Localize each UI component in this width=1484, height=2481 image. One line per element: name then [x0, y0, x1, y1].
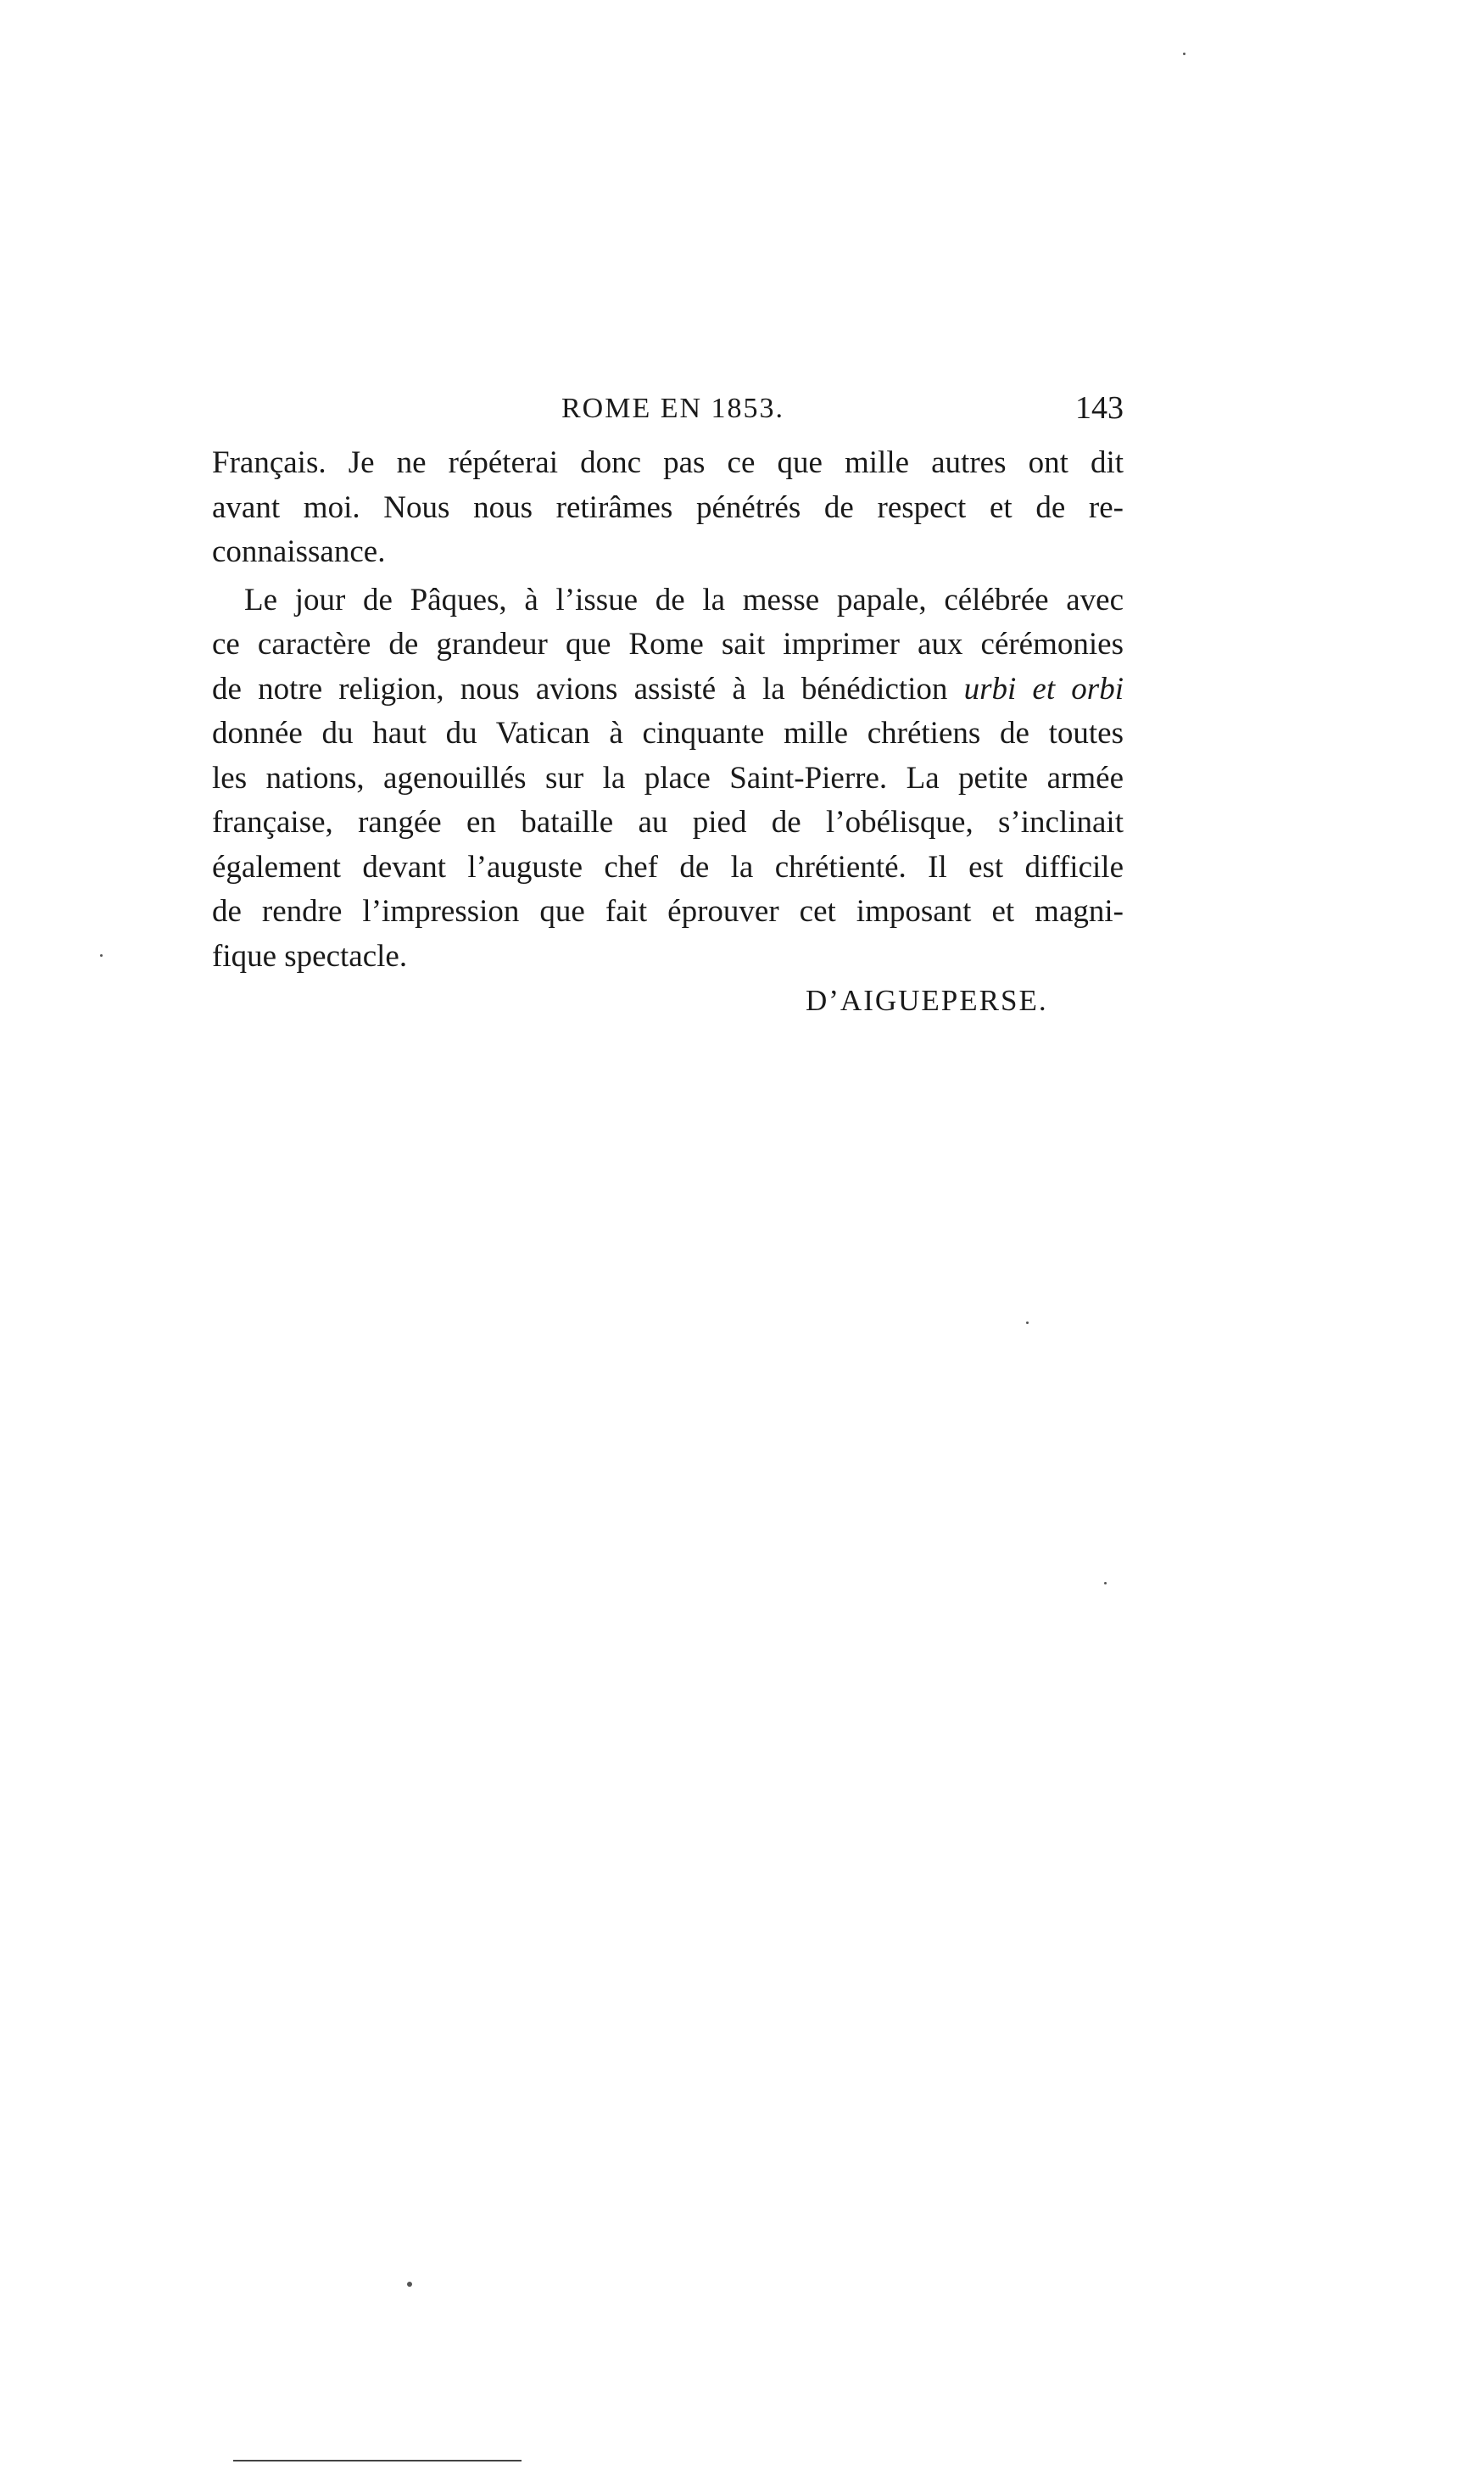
paragraph-2-line-1: Le jour de Pâques, à l’issue de la messe papale, célébrée avec	[244, 582, 1124, 617]
scan-speck	[407, 2282, 412, 2287]
scan-speck	[1026, 1322, 1029, 1324]
scan-speck	[1104, 1582, 1107, 1584]
scan-speck	[100, 954, 103, 957]
running-title: ROME EN 1853.	[561, 393, 785, 424]
paragraph-2-line-5: les nations, agenouillés sur la place Saint-Pierre. La petite armée	[212, 760, 1124, 796]
body-text	[212, 441, 1124, 979]
paragraph-2-line-4: donnée du haut du Vatican à cinquante mille chrétiens de toutes	[212, 716, 1124, 751]
paragraph-2-line-3	[212, 668, 1124, 712]
paragraph-2-line-6: française, rangée en bataille au pied de l’obélisque, s’inclinait	[212, 805, 1124, 840]
page-header	[212, 386, 1124, 437]
paragraph-1-line-2: avant moi. Nous nous retirâmes pénétrés de respect et de re-	[212, 489, 1124, 525]
latin-phrase: urbi et orbi	[963, 671, 1124, 707]
paragraph-2-line-8: de rendre l’impression que fait éprouver cet imposant et magni-	[212, 894, 1124, 929]
paragraph-2-line-3-text: de notre religion, nous avions assisté à la bénédiction	[212, 671, 964, 707]
author-signature: D’AIGUEPERSE.	[806, 984, 1048, 1017]
paragraph-2-line-9: fique spectacle.	[212, 938, 408, 974]
paragraph-2-line-2: ce caractère de grandeur que Rome sait imprimer aux cérémonies	[212, 627, 1124, 662]
paragraph-1-line-3: connaissance.	[212, 534, 386, 569]
page-number: 143	[1075, 390, 1124, 426]
paragraph-2-line-7: également devant l’auguste chef de la chrétienté. Il est difficile	[212, 849, 1124, 885]
scan-speck	[1183, 53, 1186, 55]
page-bottom-rule	[233, 2460, 522, 2461]
paragraph-1	[212, 441, 1124, 575]
paragraph-1-line-1: Français. Je ne répéterai donc pas ce que mille autres ont dit	[212, 445, 1124, 480]
paragraph-2	[212, 578, 1124, 980]
